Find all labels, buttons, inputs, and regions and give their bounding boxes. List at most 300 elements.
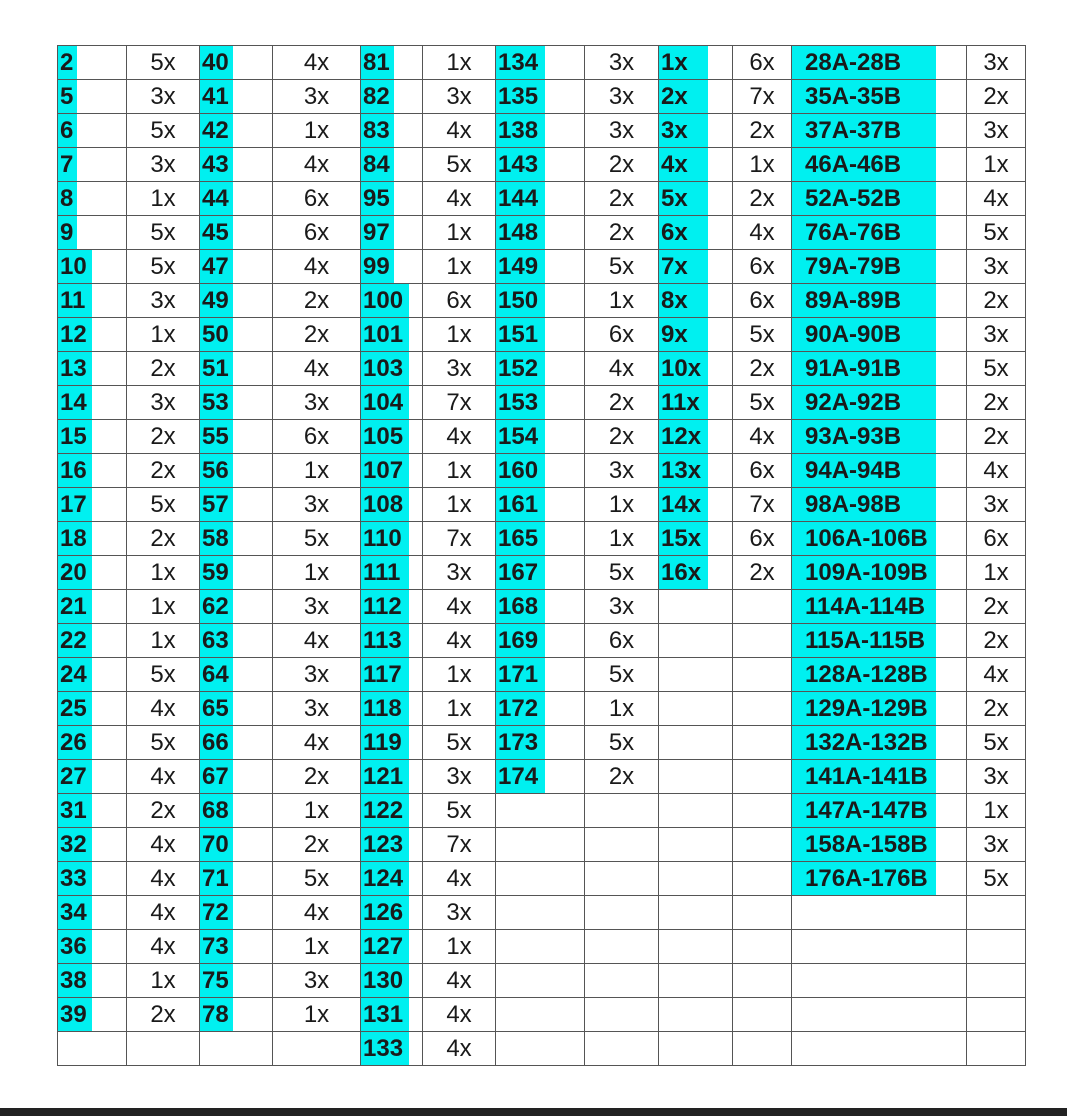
part-code-cell: 11x <box>659 386 733 420</box>
part-code-cell: 109A-109B <box>792 556 967 590</box>
part-code-cell: 14x <box>659 488 733 522</box>
part-code-cell: 122 <box>361 794 423 828</box>
quantity-cell: 1x <box>967 556 1026 590</box>
quantity-cell: 6x <box>733 284 792 318</box>
empty-cell <box>792 964 967 998</box>
quantity-cell: 3x <box>585 46 659 80</box>
quantity-cell: 1x <box>423 318 496 352</box>
table-row <box>58 760 1026 794</box>
part-code-cell: 131 <box>361 998 423 1032</box>
part-code-cell: 117 <box>361 658 423 692</box>
part-code-cell: 15x <box>659 522 733 556</box>
quantity-cell: 3x <box>967 46 1026 80</box>
part-code-cell: 174 <box>496 760 585 794</box>
part-code-cell: 46A-46B <box>792 148 967 182</box>
empty-cell <box>585 862 659 896</box>
empty-cell <box>792 930 967 964</box>
quantity-cell: 1x <box>585 488 659 522</box>
quantity-cell: 3x <box>585 590 659 624</box>
part-code-cell: 79A-79B <box>792 250 967 284</box>
part-code-cell: 148 <box>496 216 585 250</box>
part-code-cell: 25 <box>58 692 127 726</box>
quantity-cell: 2x <box>733 182 792 216</box>
quantity-cell: 5x <box>967 352 1026 386</box>
part-code-cell: 6 <box>58 114 127 148</box>
quantity-cell: 4x <box>273 896 361 930</box>
empty-cell <box>792 1032 967 1066</box>
empty-cell <box>496 1032 585 1066</box>
part-code-cell: 43 <box>200 148 273 182</box>
quantity-cell: 1x <box>127 318 200 352</box>
part-code-cell: 27 <box>58 760 127 794</box>
part-code-cell: 168 <box>496 590 585 624</box>
quantity-cell: 4x <box>423 182 496 216</box>
empty-cell <box>585 998 659 1032</box>
empty-cell <box>733 862 792 896</box>
part-code-cell: 149 <box>496 250 585 284</box>
part-code-cell: 165 <box>496 522 585 556</box>
part-code-cell: 49 <box>200 284 273 318</box>
table-row <box>58 794 1026 828</box>
part-code-cell: 8x <box>659 284 733 318</box>
quantity-cell: 1x <box>273 454 361 488</box>
quantity-cell: 4x <box>967 182 1026 216</box>
part-code-cell: 24 <box>58 658 127 692</box>
part-code-cell: 173 <box>496 726 585 760</box>
part-code-cell: 9 <box>58 216 127 250</box>
empty-cell <box>585 964 659 998</box>
part-code-cell: 50 <box>200 318 273 352</box>
part-code-cell: 9x <box>659 318 733 352</box>
empty-cell <box>733 624 792 658</box>
quantity-cell: 5x <box>967 216 1026 250</box>
part-code-cell: 141A-141B <box>792 760 967 794</box>
part-code-cell: 100 <box>361 284 423 318</box>
quantity-cell: 1x <box>585 692 659 726</box>
quantity-cell: 1x <box>423 692 496 726</box>
part-code-cell: 57 <box>200 488 273 522</box>
part-code-cell: 5 <box>58 80 127 114</box>
quantity-cell: 4x <box>423 420 496 454</box>
part-code-cell: 138 <box>496 114 585 148</box>
part-code-cell: 104 <box>361 386 423 420</box>
table-row <box>58 488 1026 522</box>
quantity-cell: 3x <box>127 80 200 114</box>
quantity-cell: 3x <box>273 386 361 420</box>
part-code-cell: 8 <box>58 182 127 216</box>
quantity-cell: 5x <box>273 522 361 556</box>
part-code-cell: 70 <box>200 828 273 862</box>
part-code-cell: 59 <box>200 556 273 590</box>
part-code-cell: 99 <box>361 250 423 284</box>
table-row <box>58 998 1026 1032</box>
part-code-cell: 107 <box>361 454 423 488</box>
quantity-cell: 6x <box>585 624 659 658</box>
part-code-cell: 143 <box>496 148 585 182</box>
quantity-cell: 7x <box>733 80 792 114</box>
quantity-cell: 2x <box>967 420 1026 454</box>
part-code-cell: 92A-92B <box>792 386 967 420</box>
part-code-cell: 39 <box>58 998 127 1032</box>
quantity-cell: 1x <box>585 522 659 556</box>
empty-cell <box>496 998 585 1032</box>
quantity-cell: 1x <box>423 454 496 488</box>
part-code-cell: 3x <box>659 114 733 148</box>
empty-cell <box>733 658 792 692</box>
table-row <box>58 1032 1026 1066</box>
part-code-cell: 13 <box>58 352 127 386</box>
quantity-cell: 3x <box>273 80 361 114</box>
part-code-cell: 78 <box>200 998 273 1032</box>
empty-cell <box>659 726 733 760</box>
quantity-cell: 3x <box>585 114 659 148</box>
quantity-cell: 4x <box>273 726 361 760</box>
quantity-cell: 2x <box>585 148 659 182</box>
empty-cell <box>496 828 585 862</box>
quantity-cell: 2x <box>585 760 659 794</box>
table-body <box>58 46 1026 1066</box>
part-code-cell: 35A-35B <box>792 80 967 114</box>
table-row <box>58 692 1026 726</box>
quantity-cell: 3x <box>423 80 496 114</box>
quantity-cell: 6x <box>733 46 792 80</box>
part-code-cell: 67 <box>200 760 273 794</box>
empty-cell <box>496 896 585 930</box>
part-code-cell: 53 <box>200 386 273 420</box>
quantity-cell: 4x <box>733 216 792 250</box>
empty-cell <box>585 896 659 930</box>
part-code-cell: 51 <box>200 352 273 386</box>
empty-cell <box>659 964 733 998</box>
part-code-cell: 130 <box>361 964 423 998</box>
quantity-cell: 5x <box>967 862 1026 896</box>
quantity-cell: 5x <box>127 114 200 148</box>
empty-cell <box>733 692 792 726</box>
part-code-cell: 15 <box>58 420 127 454</box>
part-code-cell: 82 <box>361 80 423 114</box>
quantity-cell: 2x <box>127 998 200 1032</box>
part-code-cell: 171 <box>496 658 585 692</box>
part-code-cell: 17 <box>58 488 127 522</box>
empty-cell <box>585 1032 659 1066</box>
quantity-cell: 1x <box>423 930 496 964</box>
empty-cell <box>659 590 733 624</box>
quantity-cell: 1x <box>127 556 200 590</box>
table-row <box>58 522 1026 556</box>
quantity-cell: 2x <box>967 624 1026 658</box>
empty-cell <box>659 624 733 658</box>
part-code-cell: 114A-114B <box>792 590 967 624</box>
part-code-cell: 26 <box>58 726 127 760</box>
part-code-cell: 84 <box>361 148 423 182</box>
quantity-cell: 2x <box>967 284 1026 318</box>
quantity-cell: 2x <box>127 794 200 828</box>
quantity-cell: 5x <box>127 658 200 692</box>
quantity-cell: 1x <box>733 148 792 182</box>
empty-cell <box>659 896 733 930</box>
part-code-cell: 44 <box>200 182 273 216</box>
part-code-cell: 34 <box>58 896 127 930</box>
table-row <box>58 930 1026 964</box>
quantity-cell: 5x <box>423 794 496 828</box>
quantity-cell: 4x <box>273 250 361 284</box>
quantity-cell: 3x <box>127 284 200 318</box>
quantity-cell: 1x <box>127 182 200 216</box>
quantity-cell: 5x <box>967 726 1026 760</box>
quantity-cell: 2x <box>967 80 1026 114</box>
quantity-cell: 3x <box>967 114 1026 148</box>
empty-cell <box>273 1032 361 1066</box>
quantity-cell: 2x <box>733 114 792 148</box>
part-code-cell: 112 <box>361 590 423 624</box>
quantity-cell: 1x <box>423 46 496 80</box>
part-code-cell: 91A-91B <box>792 352 967 386</box>
empty-cell <box>659 930 733 964</box>
part-code-cell: 28A-28B <box>792 46 967 80</box>
quantity-cell: 1x <box>423 488 496 522</box>
part-code-cell: 71 <box>200 862 273 896</box>
quantity-cell: 4x <box>273 46 361 80</box>
empty-cell <box>659 692 733 726</box>
quantity-cell: 5x <box>733 318 792 352</box>
quantity-cell: 4x <box>423 114 496 148</box>
quantity-cell: 3x <box>967 250 1026 284</box>
quantity-cell: 3x <box>423 352 496 386</box>
part-code-cell: 22 <box>58 624 127 658</box>
quantity-cell: 1x <box>423 658 496 692</box>
quantity-cell: 7x <box>423 828 496 862</box>
quantity-cell: 3x <box>273 658 361 692</box>
table-row <box>58 556 1026 590</box>
quantity-cell: 2x <box>273 760 361 794</box>
part-code-cell: 106A-106B <box>792 522 967 556</box>
part-code-cell: 81 <box>361 46 423 80</box>
part-code-cell: 2x <box>659 80 733 114</box>
part-code-cell: 94A-94B <box>792 454 967 488</box>
quantity-cell: 3x <box>273 692 361 726</box>
part-code-cell: 55 <box>200 420 273 454</box>
quantity-cell: 3x <box>273 590 361 624</box>
quantity-cell: 1x <box>967 794 1026 828</box>
part-code-cell: 13x <box>659 454 733 488</box>
quantity-cell: 4x <box>967 454 1026 488</box>
part-code-cell: 134 <box>496 46 585 80</box>
part-code-cell: 12x <box>659 420 733 454</box>
quantity-cell: 2x <box>733 556 792 590</box>
quantity-cell: 7x <box>423 386 496 420</box>
part-code-cell: 75 <box>200 964 273 998</box>
empty-cell <box>792 998 967 1032</box>
empty-cell <box>967 998 1026 1032</box>
part-code-cell: 118 <box>361 692 423 726</box>
quantity-cell: 3x <box>967 488 1026 522</box>
table-row <box>58 284 1026 318</box>
quantity-cell: 2x <box>273 318 361 352</box>
part-code-cell: 14 <box>58 386 127 420</box>
empty-cell <box>659 658 733 692</box>
quantity-cell: 2x <box>585 386 659 420</box>
empty-cell <box>496 964 585 998</box>
quantity-cell: 3x <box>423 896 496 930</box>
quantity-cell: 4x <box>127 930 200 964</box>
part-code-cell: 169 <box>496 624 585 658</box>
part-code-cell: 76A-76B <box>792 216 967 250</box>
quantity-cell: 5x <box>127 46 200 80</box>
part-code-cell: 1x <box>659 46 733 80</box>
quantity-cell: 4x <box>127 692 200 726</box>
quantity-cell: 1x <box>127 590 200 624</box>
empty-cell <box>967 964 1026 998</box>
part-code-cell: 153 <box>496 386 585 420</box>
part-code-cell: 7 <box>58 148 127 182</box>
quantity-cell: 3x <box>127 148 200 182</box>
part-code-cell: 113 <box>361 624 423 658</box>
table-row <box>58 148 1026 182</box>
quantity-cell: 6x <box>967 522 1026 556</box>
quantity-cell: 2x <box>127 454 200 488</box>
part-code-cell: 33 <box>58 862 127 896</box>
part-code-cell: 66 <box>200 726 273 760</box>
empty-cell <box>733 896 792 930</box>
table-row <box>58 216 1026 250</box>
quantity-cell: 3x <box>585 454 659 488</box>
table-row <box>58 80 1026 114</box>
part-code-cell: 124 <box>361 862 423 896</box>
part-code-cell: 32 <box>58 828 127 862</box>
empty-cell <box>733 590 792 624</box>
part-code-cell: 41 <box>200 80 273 114</box>
quantity-cell: 2x <box>127 420 200 454</box>
quantity-cell: 3x <box>967 318 1026 352</box>
part-code-cell: 56 <box>200 454 273 488</box>
part-code-cell: 16x <box>659 556 733 590</box>
part-code-cell: 65 <box>200 692 273 726</box>
part-code-cell: 7x <box>659 250 733 284</box>
table-row <box>58 454 1026 488</box>
part-code-cell: 21 <box>58 590 127 624</box>
part-code-cell: 108 <box>361 488 423 522</box>
empty-cell <box>967 1032 1026 1066</box>
part-code-cell: 161 <box>496 488 585 522</box>
part-code-cell: 95 <box>361 182 423 216</box>
part-code-cell: 135 <box>496 80 585 114</box>
empty-cell <box>733 794 792 828</box>
quantity-cell: 4x <box>273 624 361 658</box>
bottom-divider <box>0 1108 1067 1116</box>
part-code-cell: 37A-37B <box>792 114 967 148</box>
empty-cell <box>585 828 659 862</box>
part-code-cell: 127 <box>361 930 423 964</box>
part-code-cell: 18 <box>58 522 127 556</box>
part-code-cell: 144 <box>496 182 585 216</box>
quantity-cell: 7x <box>423 522 496 556</box>
table-row <box>58 352 1026 386</box>
table-row <box>58 318 1026 352</box>
quantity-cell: 2x <box>273 284 361 318</box>
empty-cell <box>733 964 792 998</box>
quantity-cell: 6x <box>273 216 361 250</box>
table-row <box>58 964 1026 998</box>
part-code-cell: 147A-147B <box>792 794 967 828</box>
quantity-cell: 1x <box>967 148 1026 182</box>
quantity-cell: 1x <box>423 250 496 284</box>
part-code-cell: 12 <box>58 318 127 352</box>
part-code-cell: 90A-90B <box>792 318 967 352</box>
quantity-cell: 3x <box>967 828 1026 862</box>
quantity-cell: 2x <box>967 692 1026 726</box>
part-code-cell: 11 <box>58 284 127 318</box>
quantity-cell: 4x <box>423 624 496 658</box>
part-code-cell: 62 <box>200 590 273 624</box>
quantity-cell: 4x <box>273 148 361 182</box>
quantity-cell: 4x <box>423 590 496 624</box>
table-row <box>58 46 1026 80</box>
quantity-cell: 1x <box>273 930 361 964</box>
quantity-cell: 5x <box>423 726 496 760</box>
quantity-cell: 6x <box>733 522 792 556</box>
part-code-cell: 10x <box>659 352 733 386</box>
quantity-cell: 6x <box>733 454 792 488</box>
quantity-cell: 3x <box>273 964 361 998</box>
quantity-cell: 3x <box>423 556 496 590</box>
quantity-cell: 4x <box>585 352 659 386</box>
part-code-cell: 151 <box>496 318 585 352</box>
table-row <box>58 590 1026 624</box>
empty-cell <box>127 1032 200 1066</box>
part-code-cell: 31 <box>58 794 127 828</box>
empty-cell <box>585 794 659 828</box>
part-code-cell: 172 <box>496 692 585 726</box>
part-code-cell: 20 <box>58 556 127 590</box>
quantity-cell: 4x <box>127 760 200 794</box>
part-code-cell: 73 <box>200 930 273 964</box>
empty-cell <box>733 760 792 794</box>
part-code-cell: 98A-98B <box>792 488 967 522</box>
empty-cell <box>733 1032 792 1066</box>
part-code-cell: 103 <box>361 352 423 386</box>
quantity-cell: 5x <box>127 250 200 284</box>
quantity-cell: 1x <box>273 794 361 828</box>
quantity-cell: 4x <box>273 352 361 386</box>
quantity-cell: 4x <box>967 658 1026 692</box>
part-code-cell: 42 <box>200 114 273 148</box>
part-code-cell: 150 <box>496 284 585 318</box>
quantity-cell: 5x <box>585 250 659 284</box>
quantity-cell: 6x <box>273 182 361 216</box>
part-code-cell: 72 <box>200 896 273 930</box>
quantity-cell: 3x <box>273 488 361 522</box>
empty-cell <box>733 930 792 964</box>
table-row <box>58 828 1026 862</box>
quantity-cell: 1x <box>127 624 200 658</box>
empty-cell <box>733 998 792 1032</box>
quantity-cell: 4x <box>127 828 200 862</box>
quantity-cell: 4x <box>423 964 496 998</box>
table-row <box>58 658 1026 692</box>
part-code-cell: 132A-132B <box>792 726 967 760</box>
quantity-cell: 5x <box>423 148 496 182</box>
table-row <box>58 726 1026 760</box>
part-code-cell: 36 <box>58 930 127 964</box>
quantity-cell: 2x <box>967 590 1026 624</box>
part-code-cell: 129A-129B <box>792 692 967 726</box>
empty-cell <box>659 828 733 862</box>
table-row <box>58 896 1026 930</box>
part-code-cell: 63 <box>200 624 273 658</box>
empty-cell <box>496 862 585 896</box>
quantity-cell: 7x <box>733 488 792 522</box>
part-code-cell: 105 <box>361 420 423 454</box>
